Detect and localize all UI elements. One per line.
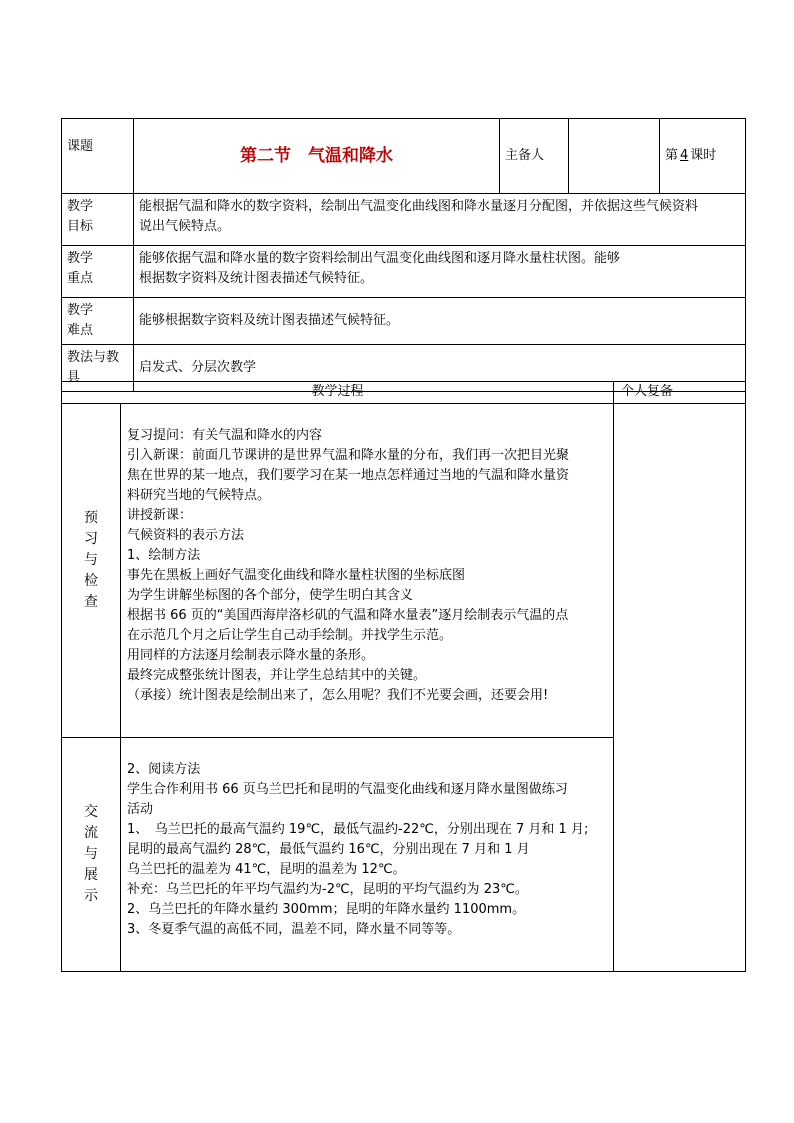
lesson-prefix: 第 xyxy=(665,148,679,163)
section2-line: 补充：乌兰巴托的年平均气温约为-2℃，昆明的平均气温约为 23℃。 xyxy=(127,882,528,897)
process-header: 教学过程 xyxy=(311,384,364,399)
goal-label-1: 教学 xyxy=(67,199,94,214)
page-title: 第二节 气温和降水 xyxy=(240,146,393,166)
teaching-process-table xyxy=(61,381,746,972)
process-header-cell xyxy=(62,382,614,404)
preparer-label: 主备人 xyxy=(505,148,545,163)
focus-content-cell xyxy=(134,246,746,298)
personal-notes-cell[interactable] xyxy=(614,404,746,972)
section2-line: 2、乌兰巴托的年降水量约 300mm；昆明的年降水量约 1100mm。 xyxy=(127,902,526,917)
difficulty-text: 能够根据数字资料及统计图表描述气候特征。 xyxy=(139,313,400,328)
lesson-number: 4 xyxy=(680,148,689,163)
method-label-2: 具 xyxy=(67,370,81,385)
section1-label-cell xyxy=(62,404,121,738)
goal-label-cell xyxy=(62,194,134,246)
section1-line: 气候资料的表示方法 xyxy=(127,528,245,543)
title-cell xyxy=(134,119,500,194)
section2-line: 学生合作利用书 66 页乌兰巴托和昆明的气温变化曲线和逐月降水量图做练习 xyxy=(127,782,568,797)
section2-char: 展 xyxy=(84,867,98,883)
section2-line: 乌兰巴托的温差为 41℃，昆明的温差为 12℃。 xyxy=(127,862,406,877)
preparer-value-cell xyxy=(569,119,660,194)
section1-line: 最终完成整张统计图表，并让学生总结其中的关键。 xyxy=(127,668,427,683)
section1-label xyxy=(62,508,120,613)
focus-label-2: 重点 xyxy=(67,271,94,286)
section2-line: 活动 xyxy=(127,802,154,817)
section1-line: 事先在黑板上画好气温变化曲线和降水量柱状图的坐标底图 xyxy=(127,568,466,583)
section1-line: 1、绘制方法 xyxy=(127,548,201,563)
section1-char: 习 xyxy=(84,531,98,547)
section2-char: 示 xyxy=(84,888,98,904)
goal-content-cell xyxy=(134,194,746,246)
section1-char: 预 xyxy=(84,510,98,526)
difficulty-content-cell xyxy=(134,298,746,345)
section1-line: 焦在世界的某一地点，我们要学习在某一地点怎样通过当地的气温和降水量资 xyxy=(127,468,570,483)
section1-line: 讲授新课： xyxy=(127,508,193,523)
focus-label-cell xyxy=(62,246,134,298)
section1-line: 复习提问：有关气温和降水的内容 xyxy=(127,428,323,443)
section1-char: 查 xyxy=(84,594,98,610)
section2-char: 与 xyxy=(84,846,98,862)
section2-char: 交 xyxy=(84,804,98,820)
goal-line: 说出气候特点。 xyxy=(139,219,231,234)
section2-label xyxy=(62,802,120,907)
section2-char: 流 xyxy=(84,825,98,841)
topic-label-cell xyxy=(62,119,134,194)
difficulty-label-cell xyxy=(62,298,134,345)
lesson-suffix: 课时 xyxy=(690,148,717,163)
method-label-1: 教法与教 xyxy=(67,350,120,365)
focus-line: 能够依据气温和降水量的数字资料绘制出气温变化曲线图和逐月降水量柱状图。能够 xyxy=(139,251,621,266)
goal-label-2: 目标 xyxy=(67,219,94,234)
lesson-number-cell xyxy=(660,119,746,194)
section1-char: 与 xyxy=(84,552,98,568)
section1-content-cell xyxy=(121,404,614,738)
topic-label: 课题 xyxy=(67,139,94,154)
section1-line: 根据书 66 页的“美国西海岸洛杉矶的气温和降水量表”逐月绘制表示气温的点 xyxy=(127,608,569,623)
preparer-label-cell xyxy=(500,119,569,194)
section2-content-cell xyxy=(121,738,614,972)
personal-header: 个人复备 xyxy=(621,384,674,399)
section1-line: 用同样的方法逐月绘制表示降水量的条形。 xyxy=(127,648,375,663)
section1-char: 检 xyxy=(84,573,98,589)
personal-header-cell xyxy=(614,382,746,404)
focus-label-1: 教学 xyxy=(67,251,94,266)
section2-line: 1、 乌兰巴托的最高气温约 19℃，最低气温约-22℃，分别出现在 7 月和 1 月; xyxy=(127,822,589,837)
goal-line: 能根据气温和降水的数字资料，绘制出气温变化曲线图和降水量逐月分配图，并依据这些气候资料 xyxy=(139,199,699,214)
section1-line: 在示范几个月之后让学生自己动手绘制。并找学生示范。 xyxy=(127,628,453,643)
focus-line: 根据数字资料及统计图表描述气候特征。 xyxy=(139,271,374,286)
section2-line: 2、阅读方法 xyxy=(127,762,201,777)
section1-line: 引入新课：前面几节课讲的是世界气温和降水量的分布，我们再一次把目光聚 xyxy=(127,448,570,463)
section2-line: 3、冬夏季气温的高低不同，温差不同，降水量不同等等。 xyxy=(127,922,461,937)
lesson-info-table xyxy=(61,118,746,392)
method-text: 启发式、分层次教学 xyxy=(139,360,257,375)
difficulty-label-1: 教学 xyxy=(67,303,94,318)
section1-line: 料研究当地的气候特点。 xyxy=(127,488,271,503)
difficulty-label-2: 难点 xyxy=(67,323,94,338)
section1-line: 为学生讲解坐标图的各个部分，使学生明白其含义 xyxy=(127,588,414,603)
section1-line: （承接）统计图表是绘制出来了，怎么用呢？我们不光要会画，还要会用! xyxy=(127,688,549,703)
section2-line: 昆明的最高气温约 28℃，最低气温约 16℃，分别出现在 7 月和 1 月 xyxy=(127,842,530,857)
section2-label-cell xyxy=(62,738,121,972)
